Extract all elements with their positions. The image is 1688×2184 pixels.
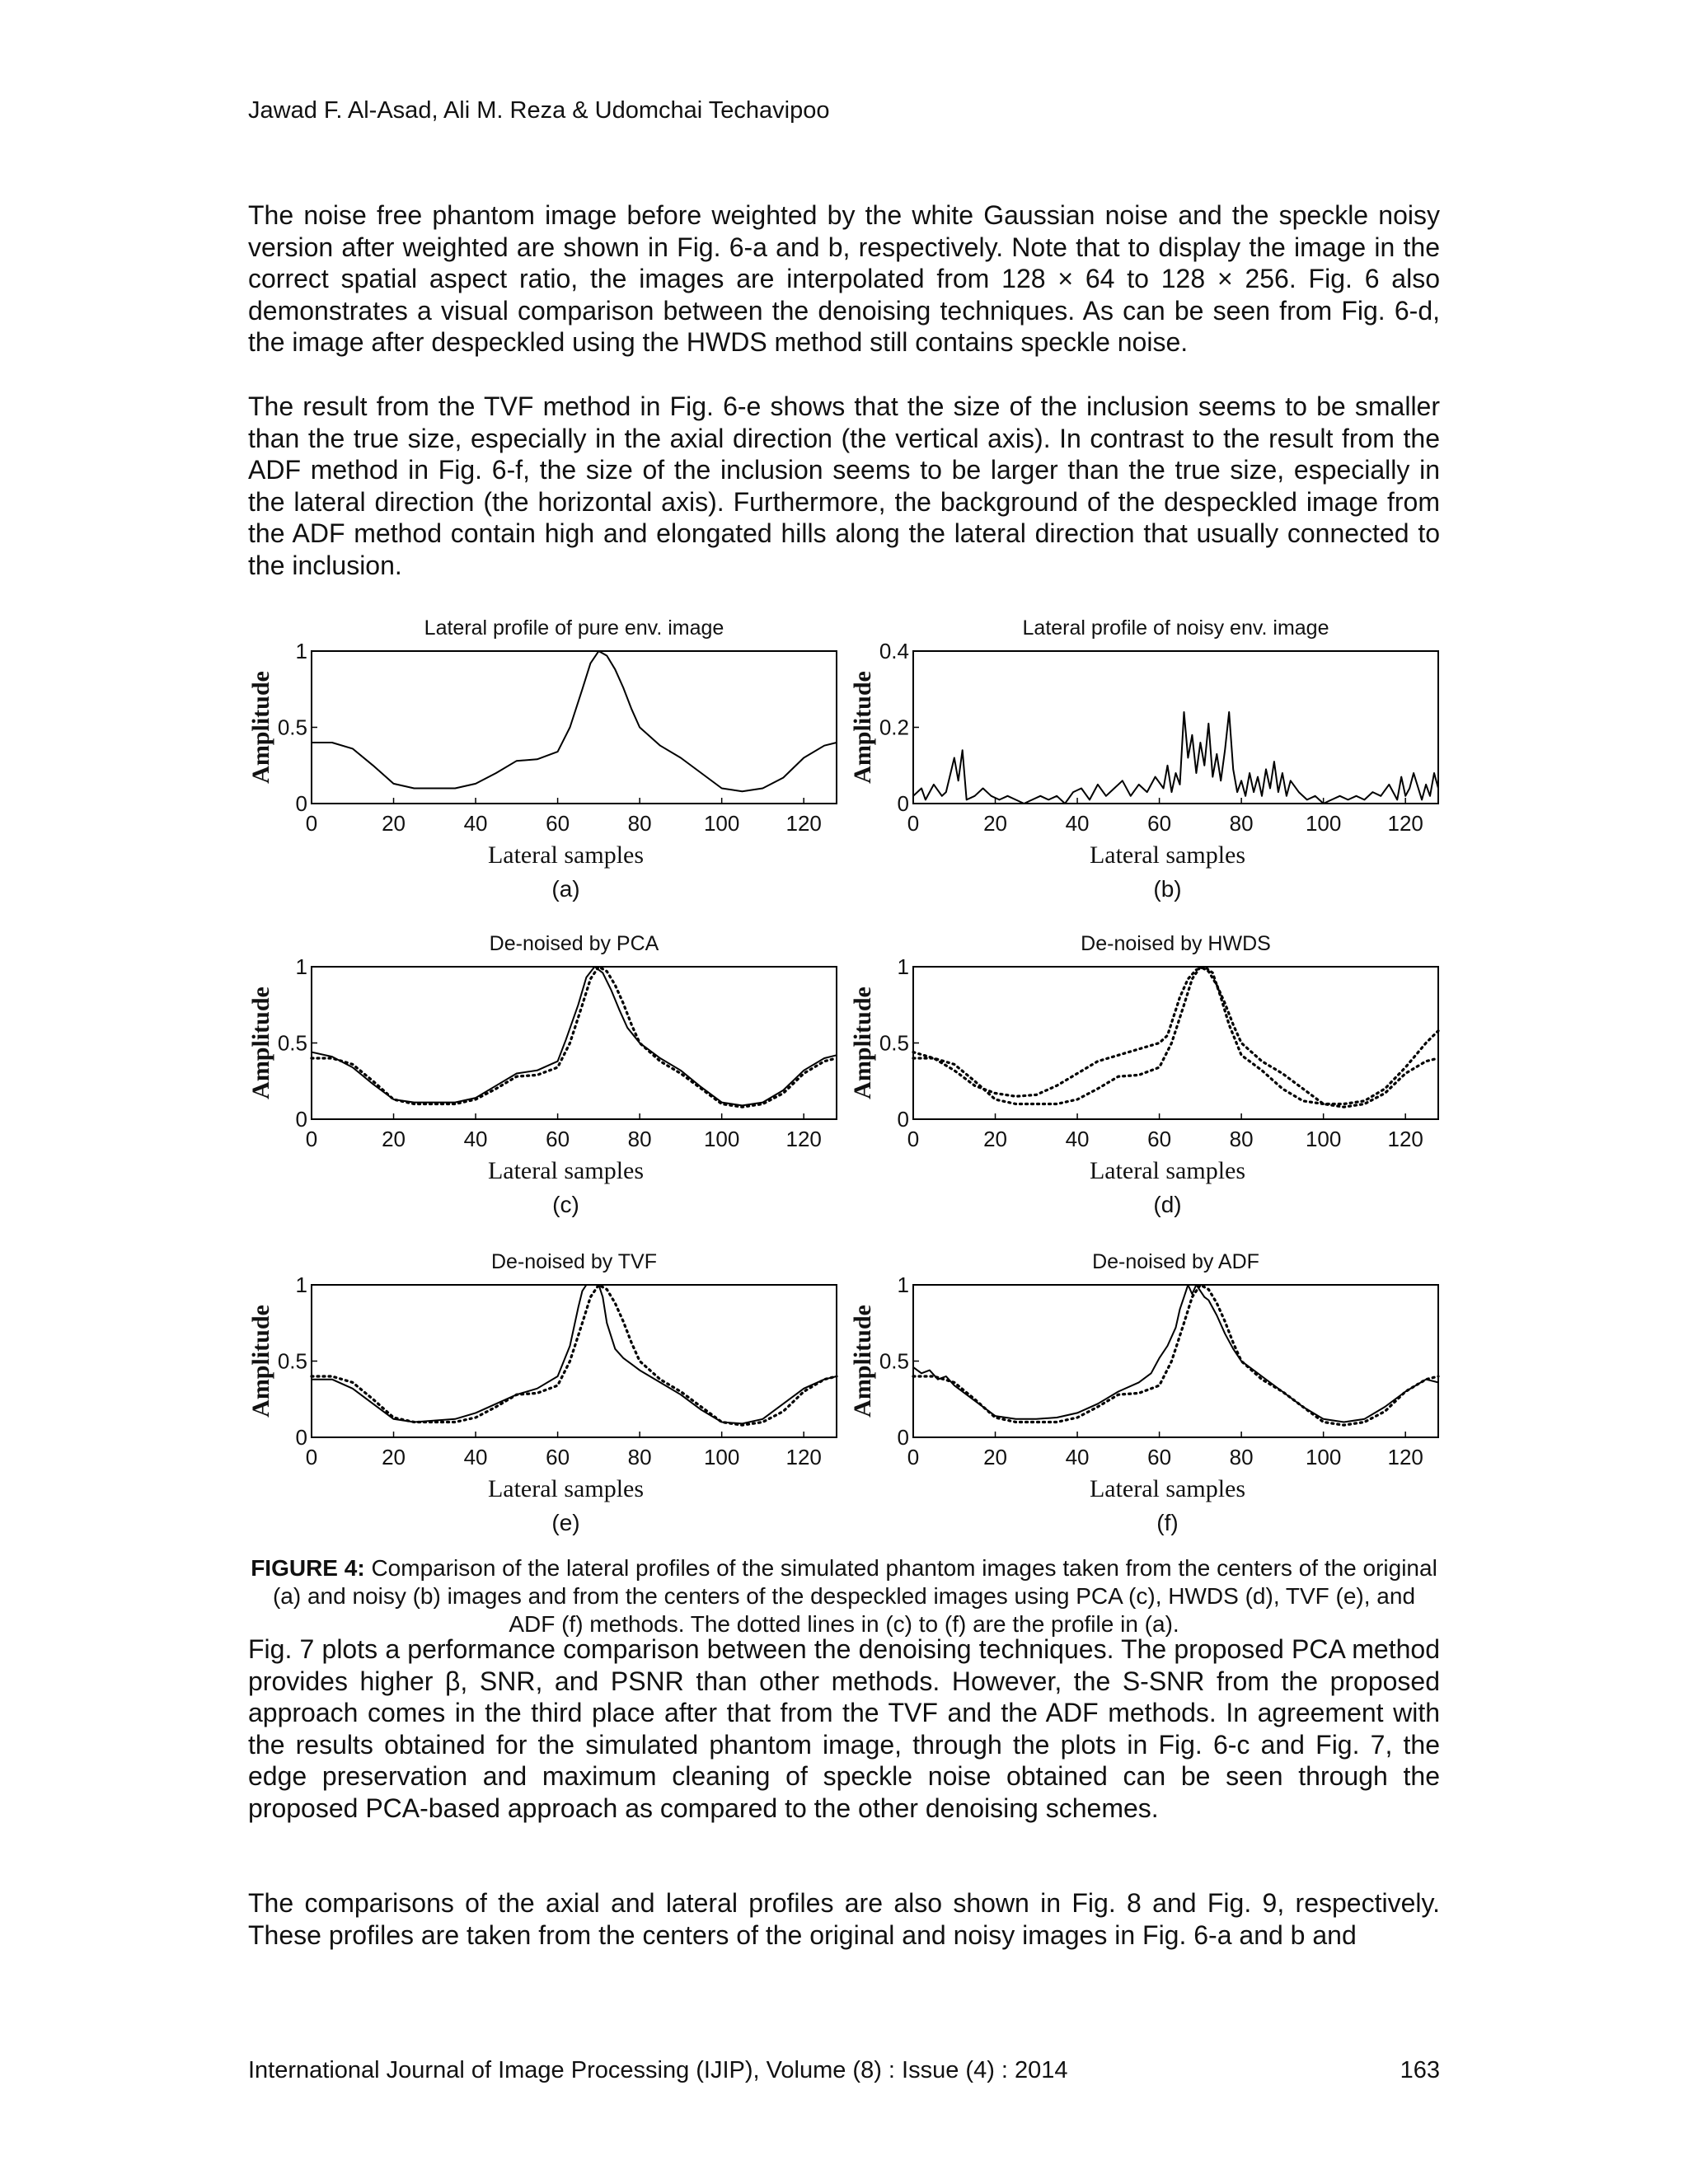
x-tick-label-b-20: 20: [983, 811, 1007, 836]
plot-title-e: De-noised by TVF: [490, 1250, 658, 1273]
x-tick-label-f-0: 0: [907, 1445, 920, 1469]
plot-title-f: De-noised by ADF: [1092, 1250, 1259, 1273]
figure-4: [239, 606, 1451, 1545]
x-tick-label-e-120: 120: [785, 1445, 822, 1469]
y-tick-label-a-1: 0.5: [277, 715, 307, 740]
x-tick-label-d-100: 100: [1305, 1127, 1342, 1151]
plot-title-d: De-noised by HWDS: [1081, 932, 1271, 955]
x-tick-label-e-20: 20: [382, 1445, 406, 1469]
plot-title-b: Lateral profile of noisy env. image: [1022, 616, 1329, 640]
figure-4-plots: [239, 606, 1451, 1545]
paragraph-2: The result from the TVF method in Fig. 6-e shows that the size of the inclusion seems to be smaller than the true size, especially in the axial direction (the vertical axis). In contrast to the result from the ADF method in Fig. 6-f, the size of the inclusion seems to be larger than the true size, especially in the lateral direction (the horizontal axis). Furthermore, the background of the despeckled image from the ADF method contain high and elongated hills along the lateral direction that usually connected to the inclusion.: [248, 391, 1440, 580]
x-tick-label-a-0: 0: [305, 811, 318, 836]
x-tick-label-d-20: 20: [983, 1127, 1007, 1151]
page-footer: [248, 2057, 1440, 2084]
y-axis-label-a: Amplitude: [247, 671, 274, 784]
plot-title-a: Lateral profile of pure env. image: [424, 616, 724, 640]
x-tick-label-e-0: 0: [305, 1445, 318, 1469]
x-axis-label-c: Lateral samples: [487, 1157, 645, 1184]
x-tick-label-b-40: 40: [1065, 811, 1090, 836]
panel-label-e: (e): [551, 1510, 580, 1535]
paragraph-4: The comparisons of the axial and lateral profiles are also shown in Fig. 8 and Fig. 9, respectively. These profiles are taken from the centers of the original and noisy images in Fig. 6-a and b and: [248, 1888, 1440, 1950]
y-axis-label-d: Amplitude: [849, 987, 876, 1099]
y-tick-label-f-0: 0: [897, 1425, 909, 1450]
x-tick-label-f-20: 20: [983, 1445, 1007, 1469]
panel-label-d: (d): [1153, 1192, 1182, 1217]
x-tick-label-e-80: 80: [627, 1445, 652, 1469]
y-axis-label-e: Amplitude: [247, 1305, 274, 1418]
x-axis-label-a: Lateral samples: [487, 841, 645, 869]
x-tick-label-d-80: 80: [1229, 1127, 1254, 1151]
y-tick-label-c-2: 1: [295, 954, 307, 979]
running-header: Jawad F. Al-Asad, Ali M. Reza & Udomchai Techavipoo: [248, 97, 830, 124]
x-tick-label-a-80: 80: [627, 811, 652, 836]
figure-caption-label: FIGURE 4:: [251, 1555, 365, 1581]
plot-frame-b: [913, 651, 1438, 804]
panel-label-f: (f): [1156, 1510, 1179, 1535]
x-tick-label-f-120: 120: [1387, 1445, 1423, 1469]
x-tick-label-d-120: 120: [1387, 1127, 1423, 1151]
y-tick-label-e-0: 0: [295, 1425, 307, 1450]
y-tick-label-b-1: 0.2: [879, 715, 909, 740]
x-tick-label-d-60: 60: [1147, 1127, 1172, 1151]
x-axis-label-e: Lateral samples: [487, 1475, 645, 1502]
x-tick-label-b-100: 100: [1305, 811, 1342, 836]
y-tick-label-a-0: 0: [295, 791, 307, 816]
x-tick-label-a-100: 100: [703, 811, 740, 836]
y-tick-label-b-2: 0.4: [879, 639, 909, 663]
x-tick-label-d-0: 0: [907, 1127, 920, 1151]
x-tick-label-f-80: 80: [1229, 1445, 1254, 1469]
x-tick-label-f-60: 60: [1147, 1445, 1172, 1469]
panel-label-c: (c): [552, 1192, 579, 1217]
x-tick-label-b-0: 0: [907, 811, 920, 836]
y-tick-label-b-0: 0: [897, 791, 909, 816]
figure-caption-text: Comparison of the lateral profiles of the simulated phantom images taken from the centers of the original (a) and noisy (b) images and from the centers of the despeckled images using PCA (c), HWDS (d), TVF (e), and ADF (f) methods. The dotted lines in (c) to (f) are the profile in (a).: [272, 1555, 1437, 1637]
x-tick-label-b-120: 120: [1387, 811, 1423, 836]
x-tick-label-c-100: 100: [703, 1127, 740, 1151]
x-tick-label-e-100: 100: [703, 1445, 740, 1469]
x-tick-label-b-80: 80: [1229, 811, 1254, 836]
y-tick-label-c-0: 0: [295, 1107, 307, 1132]
y-tick-label-a-2: 1: [295, 639, 307, 663]
y-tick-label-f-1: 0.5: [879, 1348, 909, 1374]
x-tick-label-e-40: 40: [463, 1445, 488, 1469]
x-tick-label-d-40: 40: [1065, 1127, 1090, 1151]
x-tick-label-a-120: 120: [785, 811, 822, 836]
paragraph-1: The noise free phantom image before weighted by the white Gaussian noise and the speckle noisy version after weighted are shown in Fig. 6-a and b, respectively. Note that to display the image in the correct spatial aspect ratio, the images are interpolated from 128 × 64 to 128 × 256. Fig. 6 also demonstrates a visual comparison between the denoising techniques. As can be seen from Fig. 6-d, the image after despeckled using the HWDS method still contains speckle noise.: [248, 200, 1440, 357]
y-axis-label-f: Amplitude: [849, 1305, 876, 1418]
x-axis-label-f: Lateral samples: [1089, 1475, 1246, 1502]
x-tick-label-c-40: 40: [463, 1127, 488, 1151]
y-axis-label-b: Amplitude: [849, 671, 876, 784]
panel-label-a: (a): [551, 876, 580, 902]
x-tick-label-c-20: 20: [382, 1127, 406, 1151]
x-tick-label-a-40: 40: [463, 811, 488, 836]
x-axis-label-b: Lateral samples: [1089, 841, 1246, 869]
footer-journal: International Journal of Image Processing (IJIP), Volume (8) : Issue (4) : 2014: [248, 2057, 1068, 2083]
x-tick-label-a-60: 60: [546, 811, 570, 836]
x-tick-label-a-20: 20: [382, 811, 406, 836]
y-tick-label-e-2: 1: [295, 1272, 307, 1297]
y-tick-label-d-0: 0: [897, 1107, 909, 1132]
panel-label-b: (b): [1153, 876, 1182, 902]
x-tick-label-c-60: 60: [546, 1127, 570, 1151]
y-tick-label-f-2: 1: [897, 1272, 909, 1297]
x-tick-label-f-100: 100: [1305, 1445, 1342, 1469]
figure-caption: [248, 1554, 1440, 1638]
y-axis-label-c: Amplitude: [247, 987, 274, 1099]
x-tick-label-c-120: 120: [785, 1127, 822, 1151]
y-tick-label-d-2: 1: [897, 954, 909, 979]
x-axis-label-d: Lateral samples: [1089, 1157, 1246, 1184]
x-tick-label-e-60: 60: [546, 1445, 570, 1469]
plot-title-c: De-noised by PCA: [489, 932, 659, 955]
x-tick-label-c-80: 80: [627, 1127, 652, 1151]
x-tick-label-f-40: 40: [1065, 1445, 1090, 1469]
page-number: 163: [1400, 2057, 1440, 2083]
x-tick-label-b-60: 60: [1147, 811, 1172, 836]
y-tick-label-d-1: 0.5: [879, 1030, 909, 1056]
y-tick-label-e-1: 0.5: [277, 1348, 307, 1374]
paragraph-3: Fig. 7 plots a performance comparison between the denoising techniques. The proposed PCA method provides higher β, SNR, and PSNR than other methods. However, the S-SNR from the proposed approach comes in the third place after that from the TVF and the ADF methods. In agreement with the results obtained for the simulated phantom image, through the plots in Fig. 6-c and Fig. 7, the edge preservation and maximum cleaning of speckle noise obtained can be seen through the proposed PCA-based approach as compared to the other denoising schemes.: [248, 1634, 1440, 1823]
x-tick-label-c-0: 0: [305, 1127, 318, 1151]
y-tick-label-c-1: 0.5: [277, 1030, 307, 1056]
